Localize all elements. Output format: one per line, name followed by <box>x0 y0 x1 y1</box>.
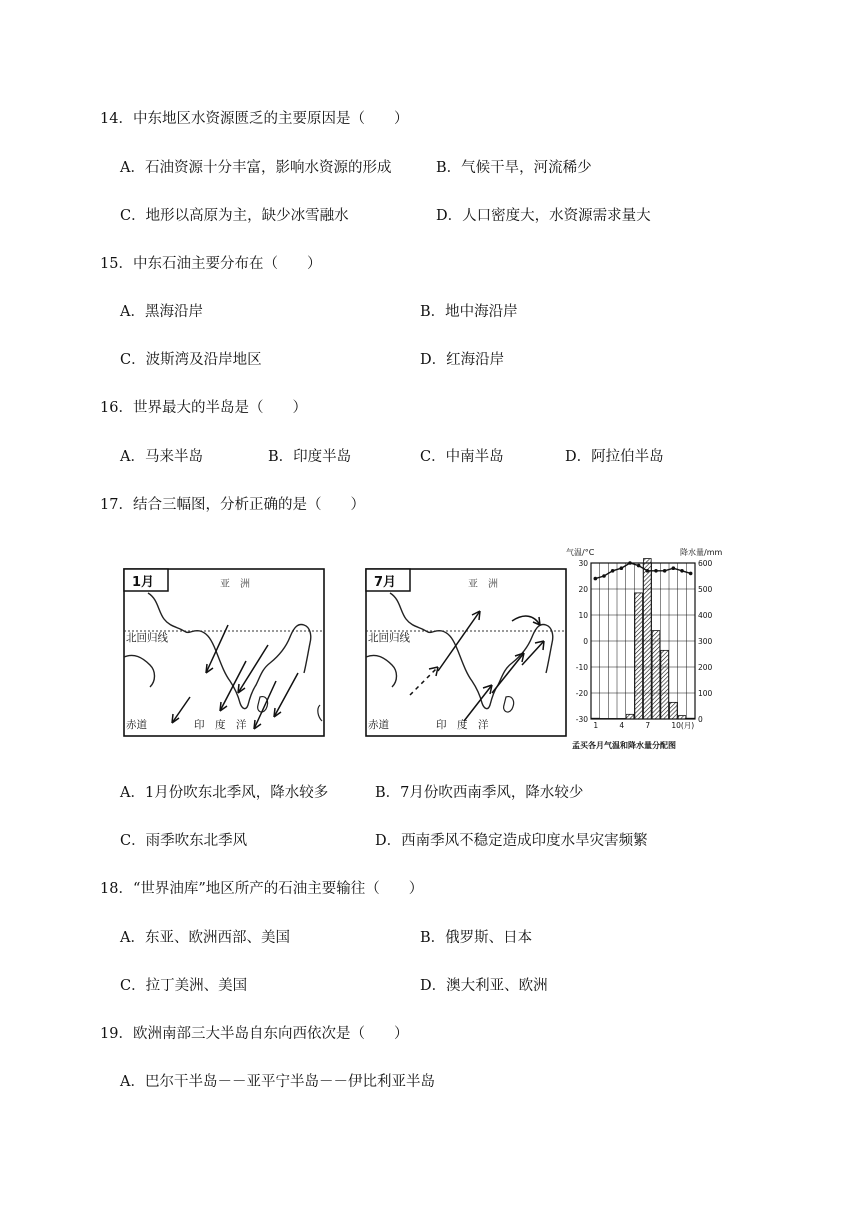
climate-chart-precip-bar <box>592 718 600 719</box>
climate-chart-temp-point <box>620 566 624 570</box>
climate-chart-precip-bar <box>652 631 660 719</box>
question-16-stem: 16．世界最大的半岛是（ ） <box>100 400 307 416</box>
climate-chart-precip-bar <box>609 718 617 719</box>
climate-chart-temp-tick: 0 <box>583 637 588 646</box>
question-16-option-b[interactable]: B．印度半岛 <box>268 449 352 465</box>
climate-chart-precip-bar <box>618 718 626 719</box>
question-17-option-a[interactable]: A．1月份吹东北季风，降水较多 <box>120 785 329 801</box>
question-15-option-d[interactable]: D．红海沿岸 <box>420 352 505 368</box>
question-18-option-c[interactable]: C．拉丁美洲、美国 <box>120 978 248 994</box>
map-january-month-label: 1月 <box>132 575 155 590</box>
map-july-continent-label: 亚 洲 <box>468 579 498 590</box>
climate-chart-temp-tick: 20 <box>578 585 588 594</box>
question-15-stem: 15．中东石油主要分布在（ ） <box>100 256 322 272</box>
question-14-option-a[interactable]: A．石油资源十分丰富，影响水资源的形成 <box>120 160 392 176</box>
climate-chart-precip-bar <box>644 559 652 719</box>
question-14-option-d[interactable]: D．人口密度大，水资源需求量大 <box>436 208 651 224</box>
map-july-month-label: 7月 <box>374 575 397 590</box>
question-17-stem: 17．结合三幅图，分析正确的是（ ） <box>100 497 365 513</box>
climate-chart-precip-bar <box>670 702 678 719</box>
climate-chart-temp-point <box>637 564 641 568</box>
climate-chart-month-tick: 4 <box>619 721 625 730</box>
map-july-tropic-label: 北回归线 <box>368 632 410 644</box>
climate-chart-temp-point <box>663 569 667 573</box>
question-17-option-c[interactable]: C．雨季吹东北季风 <box>120 833 248 849</box>
map-january <box>124 569 324 736</box>
question-18-option-a[interactable]: A．东亚、欧洲西部、美国 <box>120 930 290 946</box>
climate-chart-precip-tick: 200 <box>698 663 713 672</box>
question-17-figure <box>120 545 740 755</box>
map-july-equator-label: 赤道 <box>368 719 389 731</box>
climate-chart-month-tick: 10(月) <box>671 721 695 730</box>
question-16-option-a[interactable]: A．马来半岛 <box>120 449 203 465</box>
map-july-ocean-label: 印 度 洋 <box>436 719 489 731</box>
question-17-option-b[interactable]: B．7月份吹西南季风，降水较少 <box>375 785 584 801</box>
question-14-option-b[interactable]: B．气候干旱，河流稀少 <box>436 160 592 176</box>
question-18-option-d[interactable]: D．澳大利亚、欧洲 <box>420 978 548 994</box>
question-19-stem: 19．欧洲南部三大半岛自东向西依次是（ ） <box>100 1026 409 1042</box>
climate-chart-temp-point <box>680 569 684 573</box>
climate-chart-temp-point <box>594 577 598 581</box>
question-15-option-c[interactable]: C．波斯湾及沿岸地区 <box>120 352 262 368</box>
map-july <box>366 569 566 736</box>
climate-chart-month-tick: 7 <box>645 721 651 730</box>
climate-chart-temp-tick: -30 <box>575 715 588 724</box>
question-14-option-c[interactable]: C．地形以高原为主，缺少冰雪融水 <box>120 208 349 224</box>
climate-chart-precip-bar <box>626 714 634 719</box>
climate-chart-temp-tick: 10 <box>578 611 588 620</box>
question-16-option-d[interactable]: D．阿拉伯半岛 <box>565 449 664 465</box>
question-17-option-d[interactable]: D．西南季风不稳定造成印度水旱灾害频繁 <box>375 833 648 849</box>
climate-chart <box>566 547 722 750</box>
question-15-option-a[interactable]: A．黑海沿岸 <box>120 304 203 320</box>
question-18-option-b[interactable]: B．俄罗斯、日本 <box>420 930 533 946</box>
map-january-ocean-label: 印 度 洋 <box>194 719 247 731</box>
climate-chart-ylabel-left: 气温/°C <box>566 548 595 557</box>
climate-chart-precip-bar <box>678 716 686 719</box>
map-january-equator-label: 赤道 <box>126 719 147 731</box>
climate-chart-temp-tick: 30 <box>578 559 588 568</box>
question-15-option-b[interactable]: B．地中海沿岸 <box>420 304 518 320</box>
climate-chart-temp-point <box>672 566 676 570</box>
climate-chart-temp-tick: -20 <box>575 689 588 698</box>
climate-chart-precip-tick: 400 <box>698 611 713 620</box>
climate-chart-temp-point <box>689 572 693 576</box>
climate-chart-precip-bar <box>687 718 695 719</box>
climate-chart-precip-tick: 600 <box>698 559 713 568</box>
climate-chart-precip-tick: 300 <box>698 637 713 646</box>
question-14-stem: 14．中东地区水资源匮乏的主要原因是（ ） <box>100 111 409 127</box>
question-18-stem: 18．“世界油库”地区所产的石油主要输往（ ） <box>100 881 424 897</box>
climate-chart-month-tick: 1 <box>593 721 599 730</box>
climate-chart-temp-point <box>602 574 606 578</box>
climate-chart-temp-tick: -10 <box>575 663 588 672</box>
climate-chart-temp-point <box>611 569 615 573</box>
climate-chart-temp-point <box>646 569 650 573</box>
climate-chart-precip-bar <box>635 593 643 719</box>
climate-chart-temp-point <box>628 561 632 565</box>
question-19-option-a[interactable]: A．巴尔干半岛－－亚平宁半岛－－伊比利亚半岛 <box>120 1074 435 1090</box>
climate-chart-caption: 孟买各月气温和降水量分配图 <box>572 741 676 750</box>
climate-chart-precip-tick: 100 <box>698 689 713 698</box>
climate-chart-precip-bar <box>600 718 608 719</box>
climate-chart-precip-tick: 500 <box>698 585 713 594</box>
climate-chart-ylabel-right: 降水量/mm <box>680 548 723 557</box>
map-january-continent-label: 亚 洲 <box>220 579 250 590</box>
question-16-option-c[interactable]: C．中南半岛 <box>420 449 504 465</box>
climate-chart-temp-point <box>654 569 658 573</box>
climate-chart-precip-tick: 0 <box>698 715 703 724</box>
map-january-tropic-label: 北回归线 <box>126 632 168 644</box>
climate-chart-precip-bar <box>661 650 669 719</box>
